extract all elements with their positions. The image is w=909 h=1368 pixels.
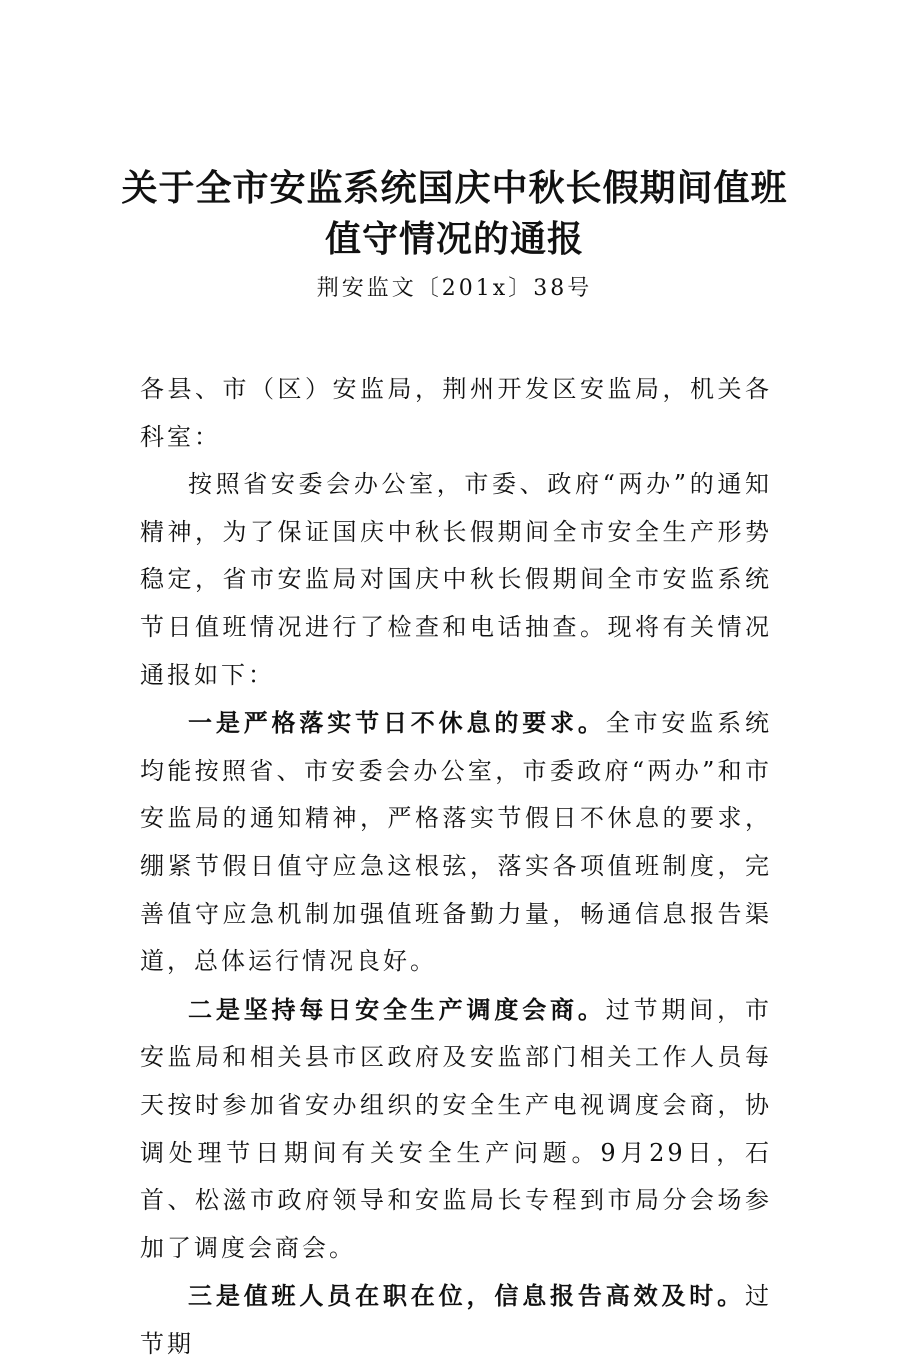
section-paragraph-3 [140, 1272, 772, 1368]
section-text-2: 过节期间，市安监局和相关县市区政府及安监部门相关工作人员每天按时参加省安办组织的安全生产电视调度会商，协调处理节日期间有关安全生产问题。9月29日，石首、松滋市政府领导和安监局长专程到市局分会场参加了调度会商会。 [140, 995, 772, 1262]
section-lead-2: 二是坚持每日安全生产调度会商。 [188, 994, 606, 1024]
document-number: 荆安监文〔201x〕38号 [316, 276, 593, 301]
section-paragraph-2 [140, 986, 772, 1273]
section-text-3: 过节期 [140, 1282, 772, 1358]
section-text-1: 全市安监系统均能按照省、市安委会办公室，市委政府“两办”和市安监局的通知精神，严格落实节假日不休息的要求，绷紧节假日值守应急这根弦，落实各项值班制度，完善值守应急机制加强值班备勤力量，畅通信息报告渠道，总体运行情况良好。 [140, 709, 772, 976]
document-title-line-2: 值守情况的通报 [324, 218, 584, 260]
document-body [140, 366, 772, 1368]
salutation: 各县、市（区）安监局，荆州开发区安监局，机关各科室： [140, 375, 772, 451]
section-lead-3: 三是值班人员在职在位，信息报告高效及时。 [188, 1281, 745, 1311]
section-lead-1: 一是严格落实节日不休息的要求。 [188, 708, 606, 738]
intro-paragraph: 按照省安委会办公室，市委、政府“两办”的通知精神，为了保证国庆中秋长假期间全市安全生产形势稳定，省市安监局对国庆中秋长假期间全市安监系统节日值班情况进行了检查和电话抽查。现将有关情况通报如下： [140, 470, 772, 689]
section-paragraph-1 [140, 699, 772, 986]
document-title-line-1: 关于全市安监系统国庆中秋长假期间值班 [121, 167, 788, 209]
